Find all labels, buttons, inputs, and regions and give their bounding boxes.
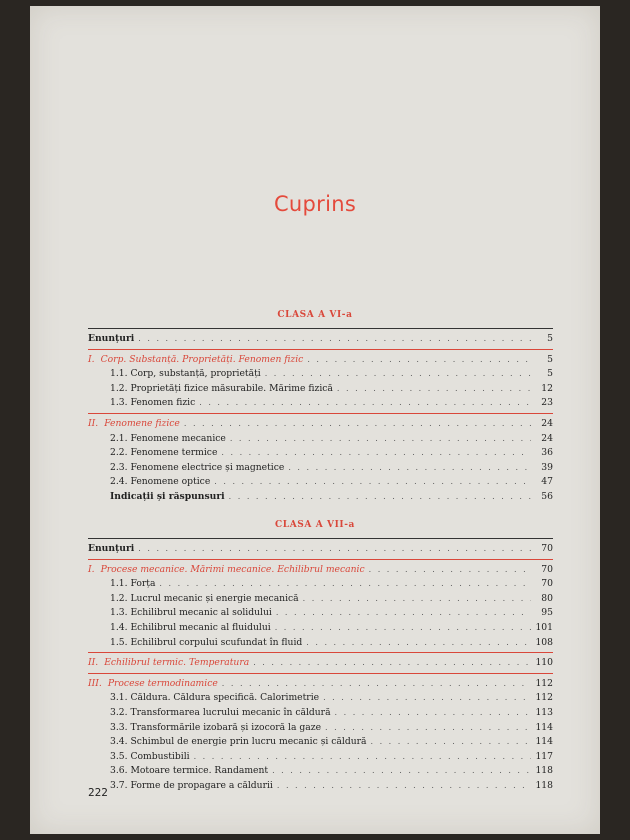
toc-entry (88, 691, 553, 706)
toc-entry (88, 367, 553, 382)
dot-leader (229, 490, 531, 505)
dot-leader (288, 461, 531, 476)
toc-entry-title: 1.4. Echilibrul mecanic al fluidului (110, 621, 271, 633)
toc-entry-page: 110 (535, 657, 553, 669)
toc-section-clasa-vii (88, 536, 553, 794)
dot-leader (221, 446, 531, 461)
toc-entry-page: 80 (541, 592, 553, 604)
toc-entry-title: 1.5. Echilibrul corpului scufundat în fluid (110, 636, 303, 648)
toc-entry-page: 23 (541, 397, 553, 409)
toc-entry-page: 95 (541, 607, 553, 619)
dot-leader (277, 779, 531, 794)
toc-entry-page: 112 (535, 677, 553, 689)
toc-entry (88, 490, 553, 505)
toc-entry-page: 114 (535, 721, 553, 733)
toc-entry-title: Indicații și răspunsuri (110, 490, 225, 502)
dot-leader (371, 735, 532, 750)
toc-entry-page: 113 (535, 706, 553, 718)
toc-entry-title: 3.1. Căldura. Căldura specifică. Calorimetrie (110, 692, 320, 704)
toc-entry-title: 1.2. Lucrul mecanic și energie mecanică (110, 592, 299, 604)
toc-entry (88, 606, 553, 621)
toc-entry (88, 656, 553, 671)
dot-leader (199, 396, 531, 411)
toc-entry (88, 563, 553, 578)
toc-entry (88, 677, 553, 692)
dot-leader (276, 606, 531, 621)
dot-leader (323, 691, 531, 706)
toc-entry-title: 3.6. Motoare termice. Randament (110, 765, 269, 777)
toc-entry-page: 70 (541, 578, 553, 590)
toc-entry-page: 112 (535, 692, 553, 704)
toc-entry-title: Corp. Substanță. Proprietăți. Fenomen fizic (100, 353, 304, 365)
toc-entry-page: 36 (541, 447, 553, 459)
dot-leader (214, 475, 531, 490)
toc-entry-title: 2.2. Fenomene termice (110, 447, 218, 459)
toc-entry-page: 118 (535, 765, 553, 777)
toc-entry-title: 1.1. Corp, substanță, proprietăți (110, 368, 261, 380)
toc-entry (88, 750, 553, 765)
toc-entry-page: 118 (535, 779, 553, 791)
toc-entry-title: Procese mecanice. Mărimi mecanice. Echilibrul mecanic (100, 563, 365, 575)
toc-entry-number: I. (88, 563, 95, 575)
toc-entry (88, 461, 553, 476)
toc-entry-number: III. (88, 677, 102, 689)
toc-entry (88, 396, 553, 411)
toc-section-clasa-vi (88, 326, 553, 505)
toc-entry-title: 2.1. Fenomene mecanice (110, 432, 226, 444)
toc-entry-number: II. (88, 417, 99, 429)
toc-entry (88, 446, 553, 461)
toc-entry-page: 5 (547, 368, 553, 380)
toc-entry-title: Enunțuri (88, 543, 135, 554)
toc-entry (88, 382, 553, 397)
dot-leader (275, 621, 531, 636)
chapter-rule (88, 559, 553, 560)
book-page (30, 6, 600, 834)
dot-leader (335, 706, 531, 721)
toc-entry (88, 721, 553, 736)
toc-entry-page: 101 (535, 621, 553, 633)
toc-entry-page: 5 (547, 333, 553, 344)
dot-leader (222, 677, 531, 692)
chapter-rule (88, 673, 553, 674)
toc-entry (88, 417, 553, 432)
toc-entry (88, 577, 553, 592)
toc-entry (88, 706, 553, 721)
toc-entry-title: 1.3. Echilibrul mecanic al solidului (110, 607, 272, 619)
dot-leader (138, 542, 531, 557)
dot-leader (307, 353, 531, 368)
dot-leader (272, 764, 531, 779)
toc-entry-title: 1.3. Fenomen fizic (110, 397, 196, 409)
section-heading-clasa-vi: CLASA A VI-a (277, 310, 353, 320)
toc-entry-title: 2.4. Fenomene optice (110, 476, 211, 488)
toc-entry-page: 47 (541, 476, 553, 488)
toc-entry (88, 542, 553, 557)
toc-entry (88, 735, 553, 750)
toc-entry-page: 70 (541, 543, 553, 554)
toc-entry-page: 108 (535, 636, 553, 648)
toc-entry-title: 3.7. Forme de propagare a căldurii (110, 779, 273, 791)
toc-entry-title: 3.5. Combustibili (110, 750, 190, 762)
dot-leader (253, 656, 531, 671)
dot-leader (138, 332, 531, 347)
section-rule (88, 328, 553, 329)
dot-leader (325, 721, 531, 736)
dot-leader (337, 382, 531, 397)
section-heading-clasa-vii: CLASA A VII-a (275, 520, 355, 530)
toc-entry-page: 12 (541, 382, 553, 394)
chapter-rule (88, 413, 553, 414)
toc-entry-page: 39 (541, 461, 553, 473)
toc-entry-number: I. (88, 353, 95, 365)
toc-entry-page: 70 (541, 563, 553, 575)
toc-entry (88, 779, 553, 794)
dot-leader (230, 432, 531, 447)
toc-entry-title: 1.2. Proprietăți fizice măsurabile. Mărime fizică (110, 382, 333, 394)
chapter-rule (88, 349, 553, 350)
toc-entry-title: 3.3. Transformările izobară și izocoră la gaze (110, 721, 322, 733)
page-title: Cuprins (273, 192, 357, 216)
section-rule (88, 538, 553, 539)
toc-entry (88, 432, 553, 447)
toc-entry (88, 621, 553, 636)
toc-entry-title: Fenomene fizice (104, 417, 180, 429)
dot-leader (303, 592, 531, 607)
toc-entry (88, 353, 553, 368)
toc-entry-page: 56 (541, 490, 553, 502)
toc-entry (88, 764, 553, 779)
chapter-rule (88, 652, 553, 653)
toc-entry-title: Procese termodinamice (107, 677, 218, 689)
toc-entry-title: 3.4. Schimbul de energie prin lucru mecanic și căldură (110, 736, 367, 748)
toc-entry-title: Enunțuri (88, 333, 135, 344)
dot-leader (159, 577, 531, 592)
dot-leader (306, 636, 531, 651)
toc-entry-title: 3.2. Transformarea lucrului mecanic în căldură (110, 706, 331, 718)
toc-entry (88, 636, 553, 651)
toc-entry-title: Echilibrul termic. Temperatura (104, 657, 250, 669)
dot-leader (184, 417, 531, 432)
toc-entry-page: 117 (535, 750, 553, 762)
dot-leader (194, 750, 531, 765)
toc-entry (88, 475, 553, 490)
dot-leader (265, 367, 531, 382)
page-number: 222 (88, 786, 108, 799)
toc-entry-page: 5 (547, 353, 553, 365)
toc-entry-title: 2.3. Fenomene electrice și magnetice (110, 461, 285, 473)
toc-entry-page: 114 (535, 736, 553, 748)
toc-entry-number: II. (88, 657, 99, 669)
toc-entry (88, 332, 553, 347)
toc-entry (88, 592, 553, 607)
toc-entry-page: 24 (541, 417, 553, 429)
dot-leader (369, 563, 531, 578)
toc-entry-page: 24 (541, 432, 553, 444)
toc-entry-title: 1.1. Forța (110, 578, 156, 590)
